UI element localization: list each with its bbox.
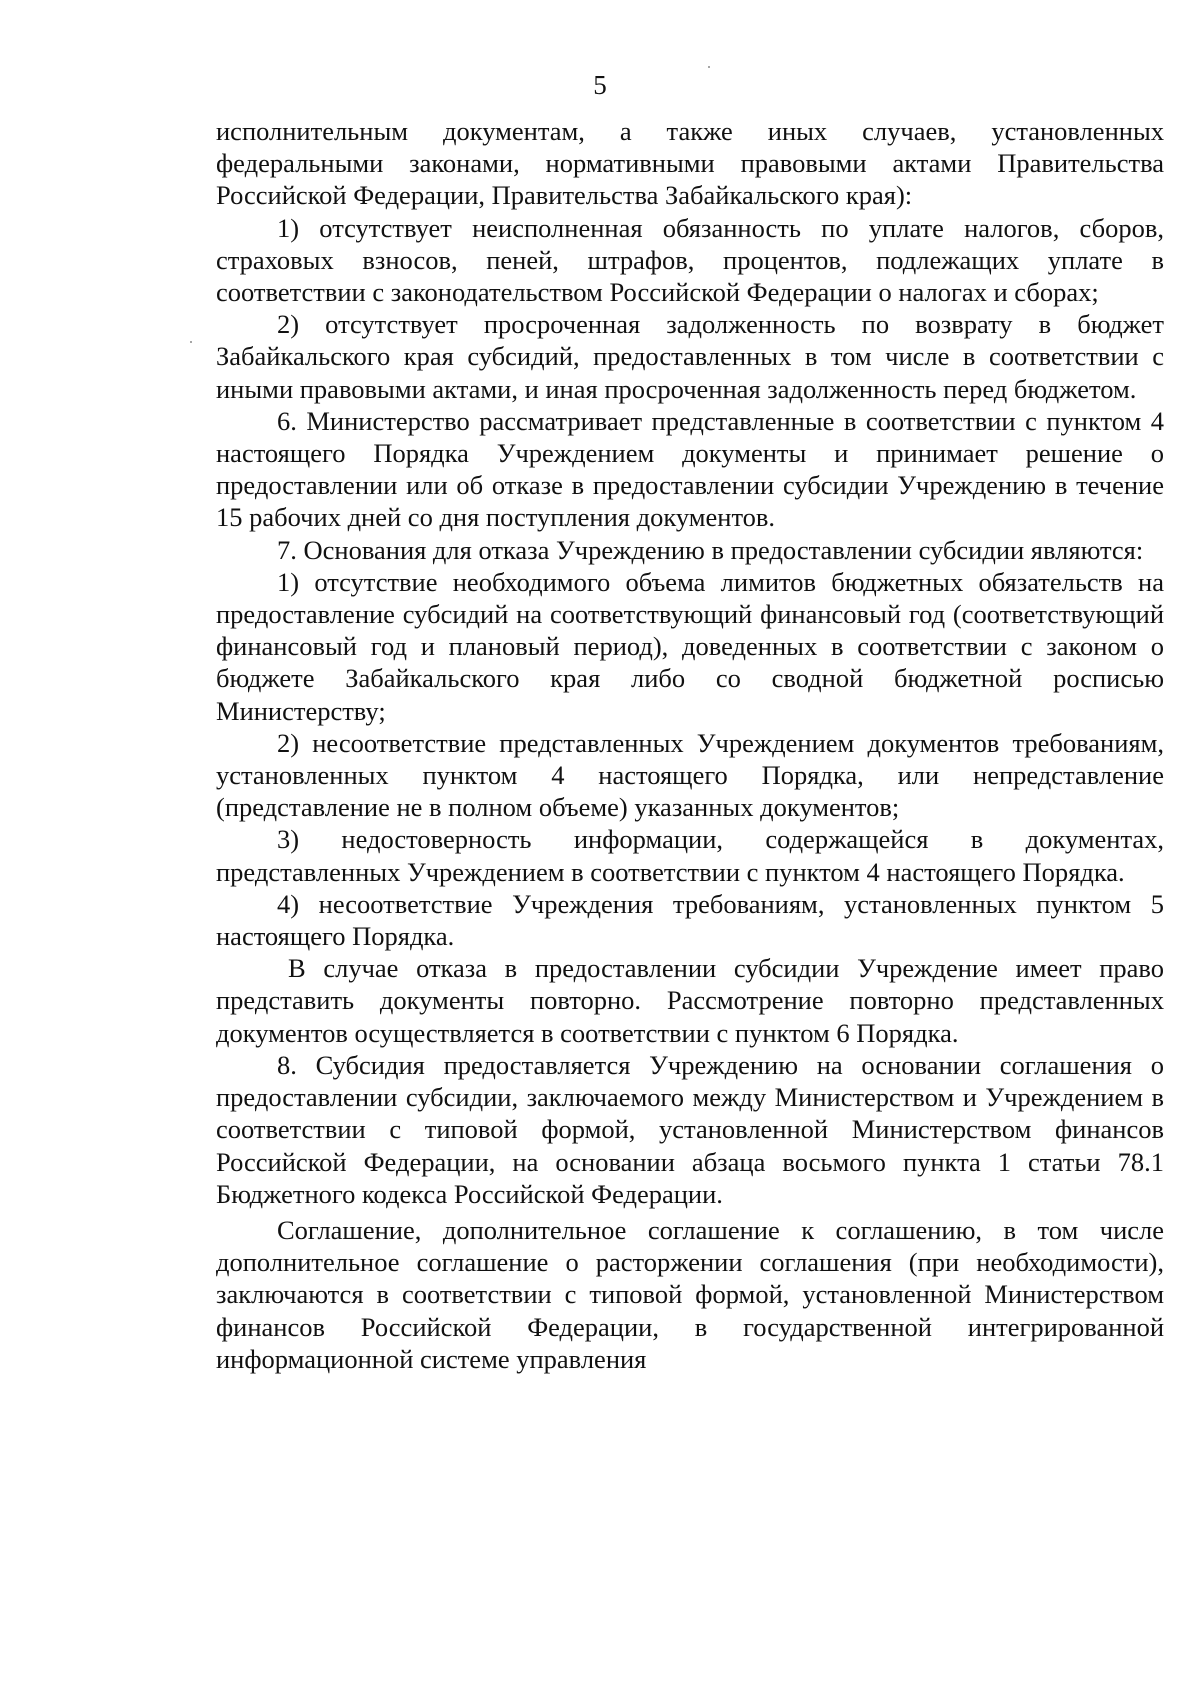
paragraph-clause-8: 8. Субсидия предоставляется Учреждению на основании соглашения о предоставлении субсидии, заключаемого между Министерством и Учреждением в соответствии с типовой формой, установленной Министерством финансов Российской Федерации, на основании абзаца восьмого пункта 1 статьи 78.1 Бюджетного кодекса Российской Федерации. (216, 1049, 1164, 1209)
paragraph-item-7-3: 3) недостоверность информации, содержащейся в документах, представленных Учреждением в соответствии с пунктом 4 настоящего Порядка. (216, 824, 1164, 887)
scan-speck (190, 341, 192, 343)
paragraph-item-5-2: 2) отсутствует просроченная задолженность по возврату в бюджет Забайкальского края субсидий, предоставленных в том числе в соответствии с иными правовыми актами, и иная просроченная задолженность перед бюджетом. (216, 309, 1164, 404)
paragraph-item-7-2: 2) несоответствие представленных Учреждением документов требованиям, установленных пунктом 4 настоящего Порядка, или непредставление (представление не в полном объеме) указанных документов; (216, 727, 1164, 823)
page-number: 5 (593, 70, 607, 100)
paragraph-item-7-4: 4) несоответствие Учреждения требованиям, установленных пунктом 5 настоящего Порядка. (216, 888, 1164, 952)
document-body (216, 115, 1164, 1375)
paragraph-agreement: Соглашение, дополнительное соглашение к соглашению, в том числе дополнительное соглашение о расторжении соглашения (при необходимости), заключаются в соответствии с типовой формой, установленной Министерством финансов Российской Федерации, в государственной интегрированной информационной системе управления (216, 1214, 1164, 1374)
scan-speck (708, 66, 710, 68)
paragraph-continuation: исполнительным документам, а также иных случаев, установленных федеральными законами, нормативными правовыми актами Правительства Российской Федерации, Правительства Забайкальского края): (216, 116, 1164, 211)
paragraph-item-5-1: 1) отсутствует неисполненная обязанность по уплате налогов, сборов, страховых взносов, пеней, штрафов, процентов, подлежащих уплате в соответствии с законодательством Российской Федерации о налогах и сборах; (216, 212, 1164, 308)
paragraph-refusal-note: В случае отказа в предоставлении субсидии Учреждение имеет право представить документы повторно. Рассмотрение повторно представленных документов осуществляется в соответствии с пунктом 6 Порядка. (216, 953, 1164, 1048)
paragraph-clause-6: 6. Министерство рассматривает представленные в соответствии с пунктом 4 настоящего Порядка Учреждением документы и принимает решение о предоставлении или об отказе в предоставлении субсидии Учреждению в течение 15 рабочих дней со дня поступления документов. (216, 405, 1164, 533)
paragraph-clause-7: 7. Основания для отказа Учреждению в предоставлении субсидии являются: (277, 534, 1144, 565)
paragraph-item-7-1: 1) отсутствие необходимого объема лимитов бюджетных обязательств на предоставление субсидий на соответствующий финансовый год (соответствующий финансовый год и плановый период), доведенных в соответствии с законом о бюджете Забайкальского края либо со сводной бюджетной росписью Министерству; (216, 566, 1164, 726)
